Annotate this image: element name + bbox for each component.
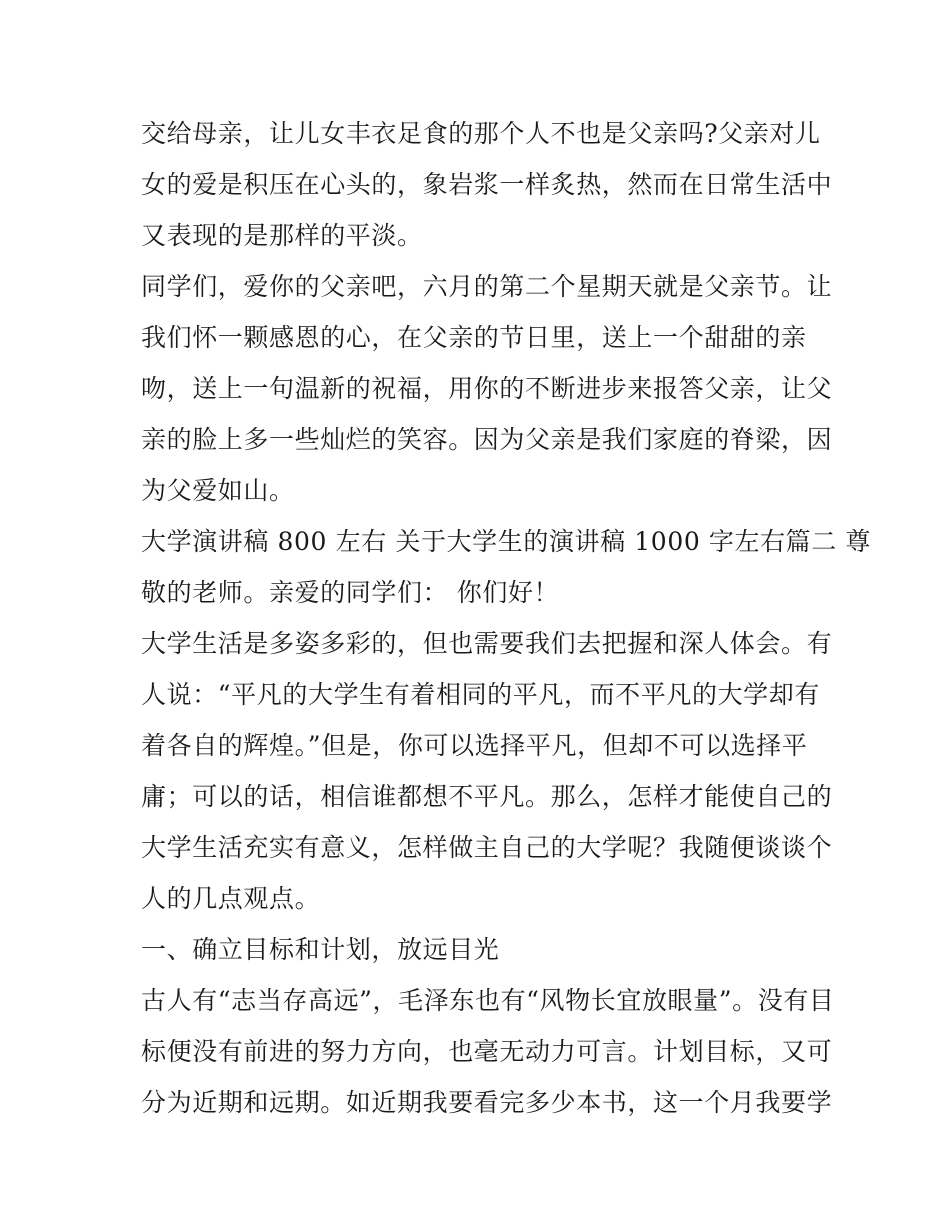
document-body [141, 108, 872, 1128]
text-line-7: 亲的脸上多一些灿烂的笑容。因为父亲是我们家庭的脊梁，因 [141, 425, 833, 454]
text-line-20: 分为近期和远期。如近期我要看完多少本书，这一个月我要学 [141, 1088, 833, 1117]
text-line-4: 同学们，爱你的父亲吧，六月的第二个星期天就是父亲节。让 [141, 272, 833, 301]
text-line-11: 大学生活是多姿多彩的，但也需要我们去把握和深人体会。有 [141, 629, 833, 658]
text-line-14: 庸；可以的话，相信谁都想不平凡。那么，怎样才能使自己的 [141, 782, 833, 811]
text-line-8: 为父爱如山。 [141, 476, 295, 505]
text-line-10: 敬的老师。亲爱的同学们： 你们好！ [141, 578, 560, 607]
text-line-13: 着各自的辉煌。”但是，你可以选择平凡，但却不可以选择平 [141, 731, 808, 760]
text-line-6: 吻，送上一句温新的祝福，用你的不断进步来报答父亲，让父 [141, 374, 833, 403]
text-line-16: 人的几点观点。 [141, 884, 321, 913]
section-heading: 一、确立目标和计划，放远目光 [141, 935, 500, 964]
text-line-3: 又表现的是那样的平淡。 [141, 221, 423, 250]
text-line-15: 大学生活充实有意义，怎样做主自己的大学呢？我随便谈谈个 [141, 833, 833, 862]
text-line-1: 交给母亲，让儿女丰衣足食的那个人不也是父亲吗?父亲对儿 [141, 119, 821, 148]
text-line-2: 女的爱是积压在心头的，象岩浆一样炙热，然而在日常生活中 [141, 170, 833, 199]
text-line-12: 人说：“平凡的大学生有着相同的平凡，而不平凡的大学却有 [141, 680, 820, 709]
text-line-9: 大学演讲稿 800 左右 关于大学生的演讲稿 1000 字左右篇二 尊 [141, 527, 872, 556]
text-line-19: 标便没有前进的努力方向，也毫无动力可言。计划目标，又可 [141, 1037, 833, 1066]
text-line-18: 古人有“志当存高远”，毛泽东也有“风物长宜放眼量”。没有目 [141, 986, 835, 1015]
text-line-5: 我们怀一颗感恩的心，在父亲的节日里，送上一个甜甜的亲 [141, 323, 807, 352]
